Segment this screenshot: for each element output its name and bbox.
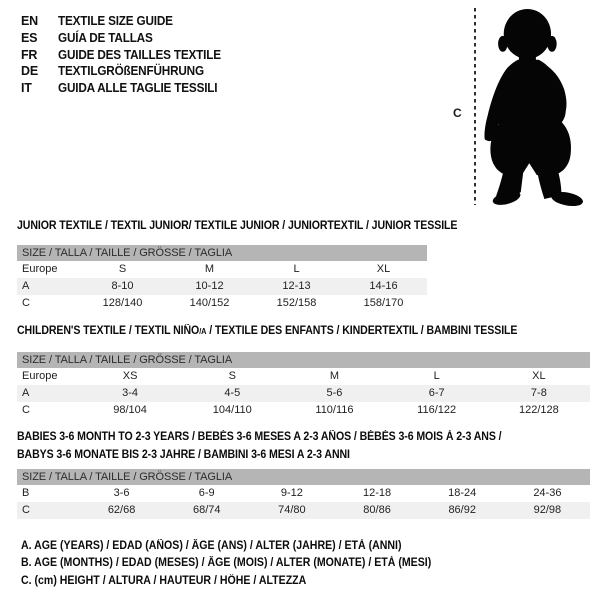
table-row [17,261,427,278]
table-row [17,485,590,502]
row-label-cell: C [22,297,30,309]
babies-section-title-line2: BABYS 3-6 MONATE BIS 2-3 JAHRE / BAMBINI 3-6 MESI A 2-3 ANNI [17,449,350,461]
table-row [17,502,590,519]
language-guide-title: GUÍA DE TALLAS [58,30,153,45]
size-header-cell: SIZE / TALLA / TAILLE / GRÖSSE / TAGLIA [17,469,590,485]
size-value-cell: M [329,370,340,382]
legend-note-line: A. AGE (YEARS) / EDAD (AÑOS) / ÂGE (ANS) / ALTER (JAHRE) / ETÀ (ANNI) [21,540,402,552]
size-value-cell: 9-12 [280,487,303,499]
size-value-cell: S [228,370,236,382]
baby-silhouette-shape [484,9,584,207]
children-section-title [17,325,517,338]
size-value-cell: 68/74 [164,502,249,519]
size-value-cell: 8-10 [79,278,166,295]
size-value-cell: 152/158 [276,297,317,309]
size-value-cell: 24-36 [533,487,562,499]
size-value-cell: 122/128 [518,404,559,416]
size-value-cell: 74/80 [249,502,334,519]
size-value-cell: 86/92 [420,502,505,519]
baby-silhouette [482,8,586,207]
size-value-cell: L [433,370,440,382]
junior-section [17,216,458,312]
size-value-cell: 62/68 [79,502,164,519]
table-row [17,278,427,295]
size-value-cell: XL [532,370,546,382]
legend-note-line: C. (cm) HEIGHT / ALTURA / HAUTEUR / HÖHE / ALTEZZA [21,574,307,587]
junior-size-table [17,245,427,312]
size-value-cell: 12-18 [362,487,392,499]
table-row [17,368,590,385]
size-value-cell: 4-5 [181,385,283,402]
size-value-cell: 6-9 [198,487,215,499]
size-value-cell: 6-7 [386,385,488,402]
size-header-cell: SIZE / TALLA / TAILLE / GRÖSSE / TAGLIA [17,245,427,261]
size-header-cell: SIZE / TALLA / TAILLE / GRÖSSE / TAGLIA [17,352,590,368]
row-label-cell: Europe [22,370,58,382]
children-title-sub: /A [199,327,207,336]
row-label-cell: Europe [22,263,58,275]
row-label-cell: A [17,278,79,295]
babies-section-title-line1: BABIES 3-6 MONTH TO 2-3 YEARS / BEBÉS 3-6 MESES A 2-3 AÑOS / BÉBÉS 3-6 MOIS À 2-3 ANS / [17,431,502,443]
size-value-cell: XL [376,263,391,275]
row-label-cell: C [17,502,79,519]
size-value-cell: 116/122 [417,404,457,416]
language-code: EN [21,14,38,28]
junior-section-title: JUNIOR TEXTILE / TEXTIL JUNIOR/ TEXTILE JUNIOR / JUNIORTEXTIL / JUNIOR TESSILE [17,220,458,232]
size-value-cell: 5-6 [283,385,385,402]
language-guide-title: GUIDE DES TAILLES TEXTILE [58,47,221,62]
size-value-cell: 10-12 [166,278,253,295]
row-label-cell: B [22,487,30,499]
height-dashed-line [474,8,476,205]
language-code: IT [21,81,32,96]
children-section [17,321,590,419]
children-title-pre: CHILDREN'S TEXTILE / TEXTIL NIÑO [17,325,200,337]
language-code: FR [21,47,38,62]
table-row [17,295,427,312]
size-value-cell: 140/152 [189,297,230,309]
height-label-c: C [453,106,462,120]
size-header-row [17,469,590,485]
language-guide-title: TEXTILGRÖßENFÜHRUNG [58,64,204,79]
language-title-list [21,13,231,97]
size-value-cell: S [118,263,127,275]
size-header-row [17,352,590,368]
size-value-cell: 128/140 [102,297,143,309]
size-value-cell: 12-13 [253,278,340,295]
size-value-cell: 3-6 [113,487,130,499]
children-size-table [17,352,590,419]
babies-section [17,427,590,519]
size-value-cell: 104/110 [212,404,252,416]
row-label-cell: C [22,404,30,416]
table-row [17,385,590,402]
children-title-post: / TEXTILE DES ENFANTS / KINDERTEXTIL / BAMBINI TESSILE [206,325,518,337]
row-label-cell: A [17,385,79,402]
size-value-cell: L [293,263,300,275]
size-value-cell: 18-24 [448,487,477,499]
size-value-cell: 80/86 [334,502,419,519]
size-value-cell: M [204,263,215,275]
size-value-cell: 14-16 [340,278,427,295]
size-value-cell: 110/116 [315,404,354,416]
language-guide-title: TEXTILE SIZE GUIDE [58,14,173,28]
size-header-row [17,245,427,261]
language-code: DE [21,64,38,79]
babies-size-table [17,469,590,519]
language-code: ES [21,30,38,45]
size-value-cell: 158/170 [363,297,404,309]
size-value-cell: XS [122,370,138,382]
size-value-cell: 7-8 [488,385,590,402]
language-guide-title: GUIDA ALLE TAGLIE TESSILI [58,81,218,96]
table-row [17,402,590,419]
legend-note-line: B. AGE (MONTHS) / EDAD (MESES) / ÂGE (MOIS) / ALTER (MONATE) / ETÀ (MESI) [21,557,432,570]
size-value-cell: 3-4 [79,385,181,402]
size-value-cell: 98/104 [113,404,147,416]
legend-notes [21,538,467,590]
size-value-cell: 92/98 [505,502,590,519]
